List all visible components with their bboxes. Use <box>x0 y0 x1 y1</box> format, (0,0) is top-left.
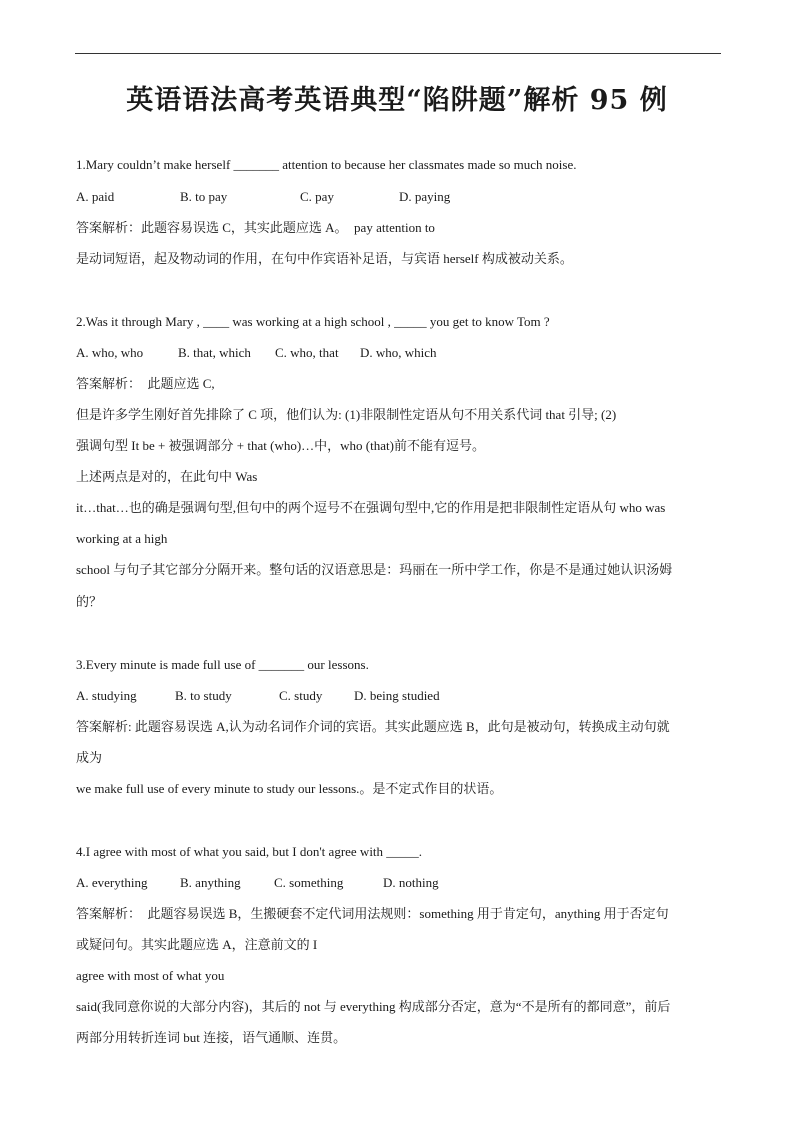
q3-option-b: B. to study <box>175 688 232 703</box>
q2-answer-line: it…that…也的确是强调句型,但句中的两个逗号不在强调句型中,它的作用是把非限制性定语从句 who was <box>76 500 666 515</box>
q1-option-a: A. paid <box>76 189 115 204</box>
q2-option-b: B. that, which <box>178 345 251 360</box>
q3-answer-line: 答案解析: 此题容易误选 A,认为动名词作介词的宾语。其实此题应选 B，此句是被动句，转换成主动句就 <box>76 719 670 734</box>
q1-option-c: C. pay <box>300 189 334 204</box>
q4-option-a: A. everything <box>76 875 148 890</box>
q2-option-d: D. who, which <box>360 345 437 360</box>
q2-answer-line: school 与句子其它部分分隔开来。整句话的汉语意思是：玛丽在一所中学工作，你是不是通过她认识汤姆 <box>76 562 673 577</box>
q2-answer-line: 的？ <box>76 594 103 609</box>
q4-answer-line: 两部分用转折连词 but 连接，语气通顺、连贯。 <box>76 1030 347 1045</box>
q3-option-a: A. studying <box>76 688 137 703</box>
q4-option-b: B. anything <box>180 875 241 890</box>
q4-option-d: D. nothing <box>383 875 439 890</box>
q4-answer-line: said(我同意你说的大部分内容)，其后的 not 与 everything 构成部分否定，意为“不是所有的都同意”，前后 <box>76 999 671 1014</box>
question-2-text: 2.Was it through Mary , ____ was working at a high school , _____ you get to know Tom ? <box>76 314 550 329</box>
q3-answer-line: we make full use of every minute to study our lessons.。是不定式作目的状语。 <box>76 781 503 796</box>
q1-option-b: B. to pay <box>180 189 228 204</box>
q1-answer-line: 答案解析：此题容易误选 C，其实此题应选 A。 pay attention to <box>76 220 435 235</box>
q3-option-c: C. study <box>279 688 323 703</box>
q3-option-d: D. being studied <box>354 688 440 703</box>
q2-answer-line: 上述两点是对的，在此句中 Was <box>76 469 258 484</box>
q2-option-c: C. who, that <box>275 345 339 360</box>
q2-option-a: A. who, who <box>76 345 144 360</box>
question-3-text: 3.Every minute is made full use of _______ our lessons. <box>76 657 369 672</box>
q1-option-d: D. paying <box>399 189 451 204</box>
q2-answer-line: 强调句型 It be + 被强调部分 + that (who)…中，who (that)前不能有逗号。 <box>76 438 485 453</box>
header-rule <box>75 53 721 54</box>
q2-answer-line: 但是许多学生刚好首先排除了 C 项，他们认为: (1)非限制性定语从句不用关系代词 that 引导; (2) <box>76 407 617 422</box>
q4-answer-line: 答案解析： 此题容易误选 B，生搬硬套不定代词用法规则：something 用于肯定句，anything 用于否定句 <box>76 906 669 921</box>
q3-answer-line: 成为 <box>76 750 103 765</box>
q2-answer-line: working at a high <box>76 531 168 546</box>
page-title: 英语语法高考英语典型“陷阱题”解析 95 例 <box>126 85 668 116</box>
question-1-text: 1.Mary couldn’t make herself _______ attention to because her classmates made so much noise. <box>76 157 577 172</box>
q2-answer-line: 答案解析： 此题应选 C, <box>76 376 215 391</box>
q4-option-c: C. something <box>274 875 344 890</box>
question-4-text: 4.I agree with most of what you said, but I don't agree with _____. <box>76 844 423 859</box>
q1-answer-line: 是动词短语，起及物动词的作用，在句中作宾语补足语，与宾语 herself 构成被动关系。 <box>76 251 573 266</box>
q4-answer-line: 或疑问句。其实此题应选 A，注意前文的 I <box>76 937 318 952</box>
q4-answer-line: agree with most of what you <box>76 968 225 983</box>
